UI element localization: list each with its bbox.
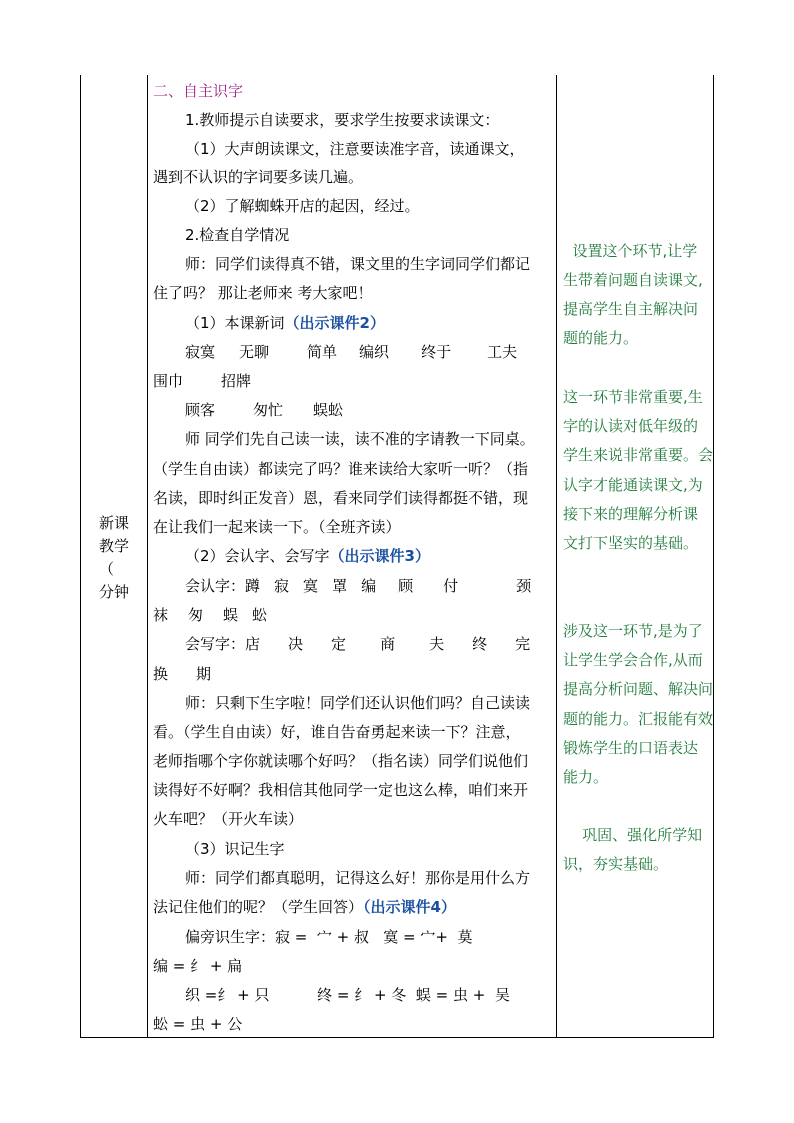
char: 颈 [516,577,532,595]
radical-line: 偏旁识生字：寂 = 宀 + 叔 寞 = 宀+ 莫 [185,928,473,946]
text-line: （1）大声朗读课文，注意要读准字音，读通课文， [185,140,525,158]
text-line: 在让我们一起来读一下。（全班齐读） [153,518,401,536]
note-line: 能力。 [563,768,609,786]
note-line: 认字才能通读课文,为 [563,476,703,494]
text-line: 师：同学们都真聪明，记得这么好！那你是用什么方 [185,869,531,887]
note-line: 文打下坚实的基础。 [563,534,699,552]
column-divider [556,75,557,1037]
char: 袜 [153,606,169,624]
text-line: 2.检查自学情况 [185,226,290,244]
text-line: 1.教师提示自读要求，要求学生按要求读课文： [185,111,500,129]
stage-cell [81,75,147,1037]
note-line: 提高分析问题、解决问 [563,680,714,698]
word: 终于 [421,343,452,361]
text-line: （3）识记生字 [185,840,285,858]
word-row [185,342,517,362]
word: 简单 [307,343,338,361]
char: 完 [515,635,531,653]
note-line: 接下来的理解分析课 [563,505,699,523]
char: 定 [331,635,347,653]
text-line: 火车吧？（开火车读） [153,810,304,828]
text-line: （2）了解蜘蛛开店的起因，经过。 [185,197,420,215]
note-line: 设置这个环节,让学 [563,242,698,260]
note-line: 生带着问题自读课文, [563,271,703,289]
note-line: 学生来说非常重要。会 [563,446,714,464]
char: 蹲 [245,577,261,595]
char: 期 [196,665,212,683]
word: 顾客 [185,401,216,419]
stage-label-line: 教学 [99,537,130,555]
char: 终 [472,635,488,653]
char: 店 [245,635,261,653]
courseware-tag: （出示课件2） [284,314,385,332]
char: 编 [361,577,377,595]
text-line: 老师指哪个字你就读哪个好吗？（指名读）同学们说他们 [153,752,529,770]
word-row [185,400,343,420]
stage-label [99,512,145,604]
text-line: 名读，即时纠正发音）恩，看来同学们读得都挺不错，现 [153,489,529,507]
word: 工夫 [487,343,518,361]
text-segment: （2）会认字、会写字 [185,547,330,565]
char-row [185,576,531,596]
text-line: （学生自由读）都读完了吗？谁来读给大家听一听？（指 [153,460,529,478]
char: 罩 [332,577,348,595]
char: 匆 [188,606,204,624]
text-line: 看。（学生自由读）好，谁自告奋勇起来读一下？注意， [153,723,521,741]
char: 夫 [429,635,445,653]
char: 蚣 [252,606,268,624]
text-segment: （1）本课新词 [185,314,285,332]
note-line: 让学生学会合作,从而 [563,651,703,669]
text-line: 师：只剩下生字啦！同学们还认识他们吗？自己读读 [185,694,531,712]
text-line [185,313,385,333]
text-line: 师 同学们先自己读一读，读不准的字请教一下同桌。 [185,430,535,448]
column-divider [147,75,148,1037]
char: 寂 [274,577,290,595]
word: 招牌 [221,372,252,390]
note-line: 题的能力。 [563,329,639,347]
note-line: 提高学生自主解决问 [563,300,699,318]
courseware-tag: （出示课件3） [329,547,430,565]
note-line: 识，夯实基础。 [563,855,669,873]
note-line: 这一环节非常重要,生 [563,388,703,406]
stage-label-line: 分钟 [99,583,130,601]
radical-line: 织 =纟 + 只 终 = 纟 + 冬 蜈 = 虫 + 吴 [185,986,510,1004]
stage-label-line: （ [99,560,115,578]
word: 编织 [359,343,390,361]
stage-label-line: 新课 [99,514,130,532]
section-heading: 二、自主识字 [153,82,244,100]
word: 寂寞 [185,343,216,361]
note-line: 涉及这一环节,是为了 [563,622,703,640]
row-label: 会认字： [185,577,246,595]
text-line: 住了吗？ 那让老师来 考大家吧！ [153,284,373,302]
note-line: 巩固、强化所学知 [563,826,703,844]
char: 决 [288,635,304,653]
radical-line: 编 = 纟 + 扁 [153,957,243,975]
word: 围巾 [153,372,184,390]
char: 寞 [303,577,319,595]
lesson-table [80,75,714,1038]
text-line [153,897,456,917]
word: 匆忙 [253,401,284,419]
char-row [185,634,530,654]
char: 蜈 [223,606,239,624]
char: 商 [380,635,396,653]
word-row [153,371,251,391]
char: 付 [443,577,459,595]
text-line: 遇到不认识的字词要多读几遍。 [153,168,364,186]
word: 无聊 [239,343,270,361]
char: 顾 [398,577,414,595]
char: 换 [153,665,169,683]
char-row [153,664,211,684]
text-line: 读得好不好啊？我相信其他同学一定也这么棒，咱们来开 [153,781,529,799]
note-line: 锻炼学生的口语表达 [563,739,699,757]
word: 蜈蚣 [313,401,344,419]
row-label: 会写字： [185,635,246,653]
char-row [153,605,267,625]
text-line [185,546,430,566]
text-segment: 法记住他们的呢？（学生回答） [153,898,364,916]
note-line: 题的能力。汇报能有效 [563,710,714,728]
note-line: 字的认读对低年级的 [563,417,699,435]
courseware-tag: （出示课件4） [363,898,456,916]
radical-line: 蚣 = 虫 + 公 [153,1015,243,1033]
text-line: 师：同学们读得真不错，课文里的生字词同学们都记 [185,255,531,273]
